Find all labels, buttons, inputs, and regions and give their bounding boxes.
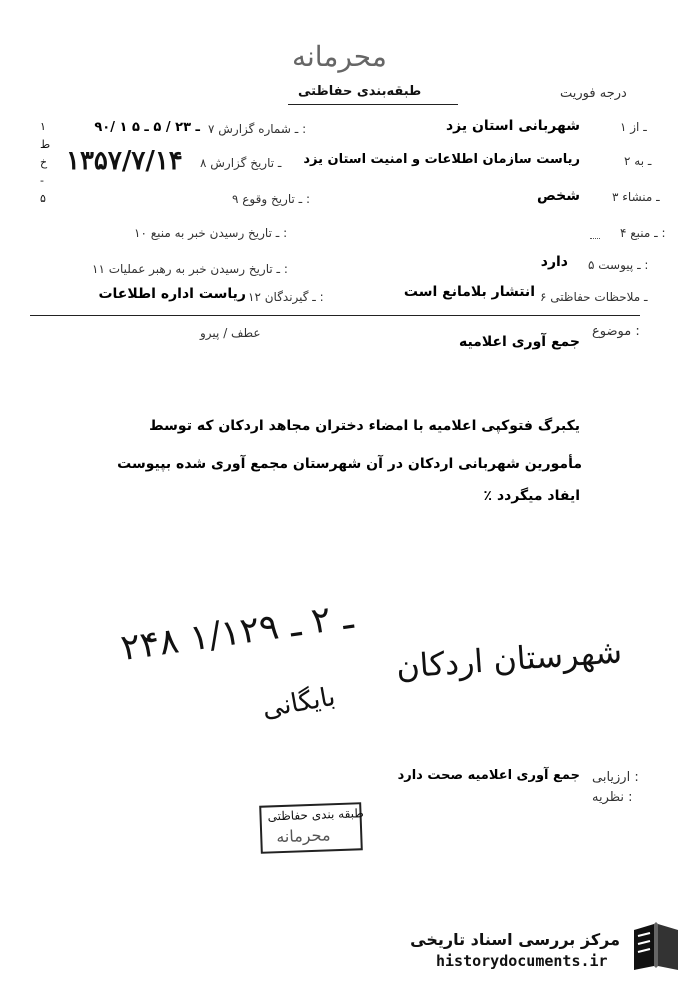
subject-value: جمع آوری اعلامیه <box>458 334 580 350</box>
field-value-from: شهربانی استان یزد <box>445 118 580 134</box>
body-line-2: مأمورین شهربانی اردکان در آن شهرستان مجمع آوری شده بپیوست <box>117 456 582 472</box>
evaluation-value: جمع آوری اعلامیه صحت دارد <box>397 768 580 783</box>
field-label-attachment: ۵ ـ پیوست : <box>588 258 649 272</box>
field-label-report-number: ۷ ـ شماره گزارش : <box>208 122 307 136</box>
classification-band: طبقه‌بندی حفاظتی <box>298 84 422 99</box>
field-value-source <box>590 238 600 239</box>
reference-label: عطف / پیرو <box>200 326 261 340</box>
evaluation-label: ارزیابی : <box>592 770 639 785</box>
field-value-notes: انتشار بلامانع است <box>403 284 535 300</box>
margin-mark: - <box>40 174 44 187</box>
field-label-to: ۲ ـ به <box>624 154 652 168</box>
body-line-1: یکبرگ فتوکپی اعلامیه با امضاء دختران مجاهد اردکان که توسط <box>149 418 580 434</box>
field-label-event-date: ۹ ـ تاریخ وقوع : <box>232 192 311 206</box>
margin-mark: خ <box>40 156 48 169</box>
field-value-to: ریاست سازمان اطلاعات و امنیت استان یزد <box>303 152 580 167</box>
margin-mark: ۵ <box>40 192 46 205</box>
branding-site: historydocuments.ir <box>436 952 608 970</box>
field-label-report-date: ۸ ـ تاریخ گزارش <box>200 156 282 170</box>
field-value-report-number: ۹۰/ ۱ ـ ۲۳ / ۵ ـ ۵ <box>94 120 200 135</box>
opinion-label: نظریه : <box>592 790 633 805</box>
handwritten-word: بایگانی <box>259 681 338 725</box>
field-value-report-date: ۱۳۵۷/۷/۱۴ <box>66 146 183 176</box>
bottom-classification-stamp <box>259 802 363 854</box>
branding-book-icon <box>628 920 684 974</box>
field-label-notes: ۶ ـ ملاحظات حفاظتی <box>540 290 648 304</box>
field-label-news-to-leader: ۱۱ ـ تاریخ رسیدن خبر به رهبر عملیات : <box>92 262 288 276</box>
field-value-recipients: ریاست اداره اطلاعات <box>98 286 246 302</box>
handwritten-number: ۲۴۸ ـ ۲ ـ ۱/۱۲۹ <box>118 595 356 670</box>
margin-mark: ۱ <box>40 120 46 133</box>
urgency-label: درجه فوریت <box>560 86 627 101</box>
stamp-line-2: محرمانه <box>275 825 331 847</box>
field-label-origin: ۳ ـ منشاء <box>612 190 660 204</box>
margin-mark: ط <box>40 138 51 151</box>
field-label-recipients: ۱۲ ـ گیرندگان : <box>248 290 324 304</box>
field-label-news-to-source: ۱۰ ـ تاریخ رسیدن خبر به منبع : <box>134 226 288 240</box>
subject-label: موضوع : <box>592 324 640 339</box>
field-value-attachment: دارد <box>540 254 568 270</box>
top-rule <box>288 104 458 105</box>
classification-stamp: محرمانه <box>292 40 387 73</box>
branding-name: مرکز بررسی اسناد تاریخی <box>410 930 620 949</box>
field-value-origin: شخص <box>537 188 580 204</box>
body-line-3: ایفاد میگردد ٪ <box>483 488 580 504</box>
field-label-source: ۴ ـ منبع : <box>620 226 666 240</box>
field-label-from: ۱ ـ از <box>620 120 647 134</box>
handwritten-city: شهرستان اردکان <box>394 632 624 686</box>
stamp-line-1: طبقه بندی حفاظتی <box>267 806 365 824</box>
section-divider <box>30 315 640 316</box>
